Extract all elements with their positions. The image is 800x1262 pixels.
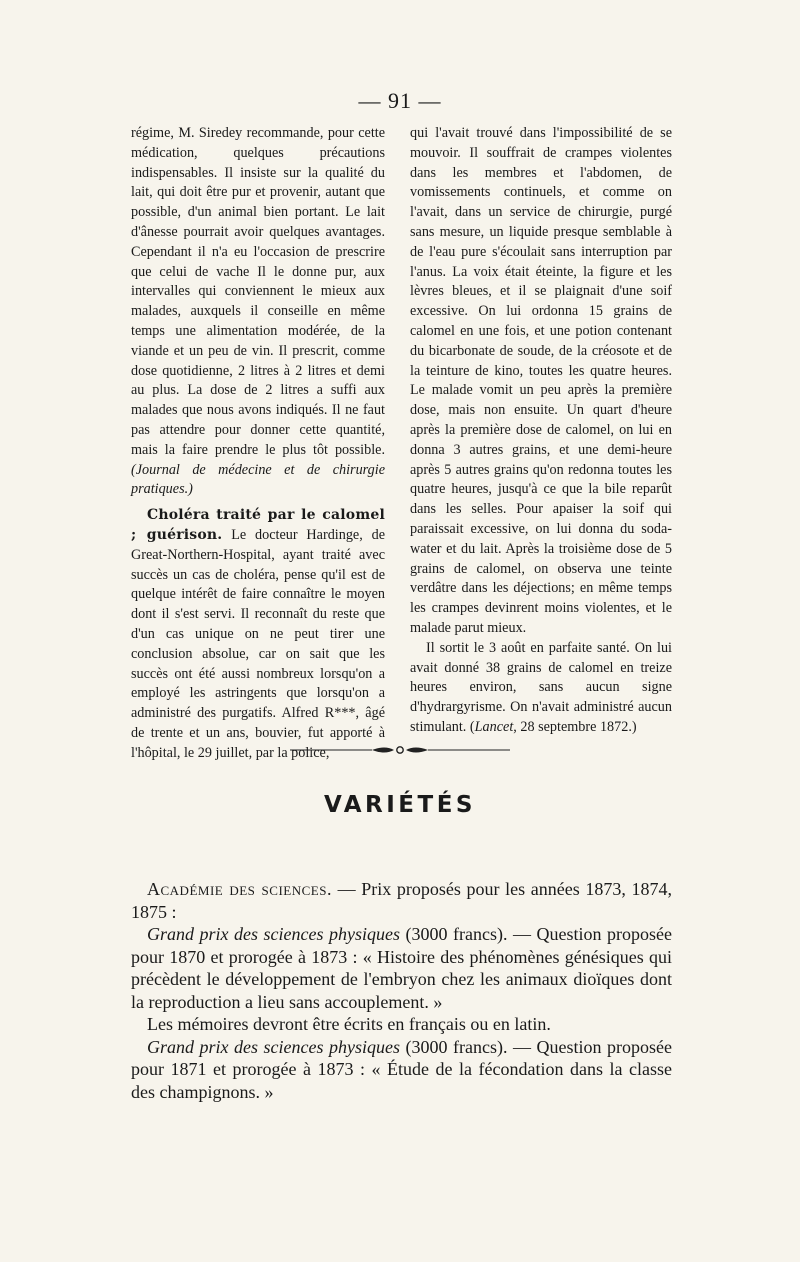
citation-source: Lancet <box>474 718 514 735</box>
paragraph-text: Le docteur Hardinge, de Great-Northern-Hospital, ayant traité avec succès un cas de choléra, pense qu'il est de quelque intérêt de faire connaître le moyen dont il s'est servi. Il reconnaît du reste que d'un cas unique on ne peut tirer une conclusion absolue, car on sait que les succès ont été aussi nombreux lorsqu'on a employé les astringents que lorsqu'on a administré des purgatifs. Alfred R***, âgé de trente et un ans, bouvier, fut apporté à l'hôpital, le 29 juillet, par la police, <box>131 526 385 761</box>
left-column <box>131 124 385 764</box>
right-column <box>410 124 672 738</box>
article-heading: Choléra traité par le calomel ; guérison. <box>131 507 385 543</box>
section-title: VARIÉTÉS <box>324 792 476 818</box>
citation: (Journal de médecine et de chirurgie pratiques.) <box>131 461 385 498</box>
paragraph: qui l'avait trouvé dans l'impossibilité de se mouvoir. Il souffrait de crampes violentes dans les membres et l'abdomen, de vomissements continuels, et comme on l'avait, dans un service de chirurgie, purgé sans mesure, un liquide presque semblable à de l'eau pure s'écoulait sans interruption par l'anus. La voix était éteinte, la figure et les lèvres bleues, et il se plaignait d'une soif excessive. On lui ordonna 15 grains de calomel en une fois, et une potion contenant du bicarbonate de soude, de la créosote et de la teinture de kino, toutes les quatre heures. Le malade vomit un peu après la première dose, mais non ensuite. Un quart d'heure après la première dose de calomel, on lui en donna 3 autres grains, et une demi-heure après 5 autres grains qu'on redonna toutes les quatre heures, jusqu'à ce que la bile reparût dans les selles. Pour apaiser la soif qui paraissait excessive, on lui donna du soda-water et du lait. Après la troisième dose de 5 grains de calomel, on observa une teinte verdâtre dans les déjections; en même temps les crampes devinrent moins violentes, et le malade parut mieux. <box>410 125 672 636</box>
page-number: — 91 — <box>358 88 442 113</box>
paragraph: Les mémoires devront être écrits en français ou en latin. <box>147 1014 551 1034</box>
prize-title: Grand prix des sciences physiques <box>147 1036 400 1057</box>
varietes-body <box>131 878 672 1103</box>
paragraph-text: Il sortit le 3 août en parfaite santé. On lui avait donné 38 grains de calomel en treize heures environ, sans aucun signe d'hydrargyrisme. On n'avait administré aucun stimulant. <box>410 639 672 735</box>
paragraph <box>410 639 672 738</box>
paragraph <box>131 878 672 923</box>
ornament-divider <box>290 744 510 756</box>
paragraph-text: (3000 francs). — Question proposée pour 1871 et prorogée à 1873 : « Étude de la fécondation dans la classe des champignons. » <box>131 1036 672 1102</box>
citation-date: , 28 septembre 1872.) <box>513 718 637 735</box>
academie-label: Académie des sciences. <box>147 879 332 899</box>
paragraph <box>131 506 385 763</box>
paragraph <box>131 124 385 500</box>
paragraph-text: régime, M. Siredey recommande, pour cette médication, quelques précautions indispensables. Il insiste sur la qualité du lait, qui doit être pur et provenir, autant que possible, d'un animal bien portant. Le lait d'ânesse pourrait avoir quelques avantages. Cependant il n'a eu l'occasion de prescrire que celui de vache Il le donne pur, aux intervalles qui conviennent le mieux aux malades, auxquels il conseille en même temps une alimentation modérée, de la viande et un peu de vin. Il prescrit, comme dose quotidienne, 2 litres à 2 litres et demi au plus. La dose de 2 litres a suffi aux malades que nous avons indiqués. Il ne faut pas attendre pour donner cette quantité, mais la faire prendre le plus tôt possible. <box>131 125 385 458</box>
paragraph <box>131 923 672 1013</box>
paragraph-text: (3000 francs). — Question proposée pour 1870 et prorogée à 1873 : « Histoire des phénomènes génésiques qui précèdent le développement de l'embryon chez les animaux dioïques dont la reproduction a lieu sans accouplement. » <box>131 924 672 1012</box>
paragraph-text: — Prix proposés pour les années 1873, 1874, 1875 : <box>131 879 672 922</box>
paragraph <box>131 1036 672 1104</box>
prize-title: Grand prix des sciences physiques <box>147 924 400 944</box>
citation-open: ( <box>469 718 475 735</box>
